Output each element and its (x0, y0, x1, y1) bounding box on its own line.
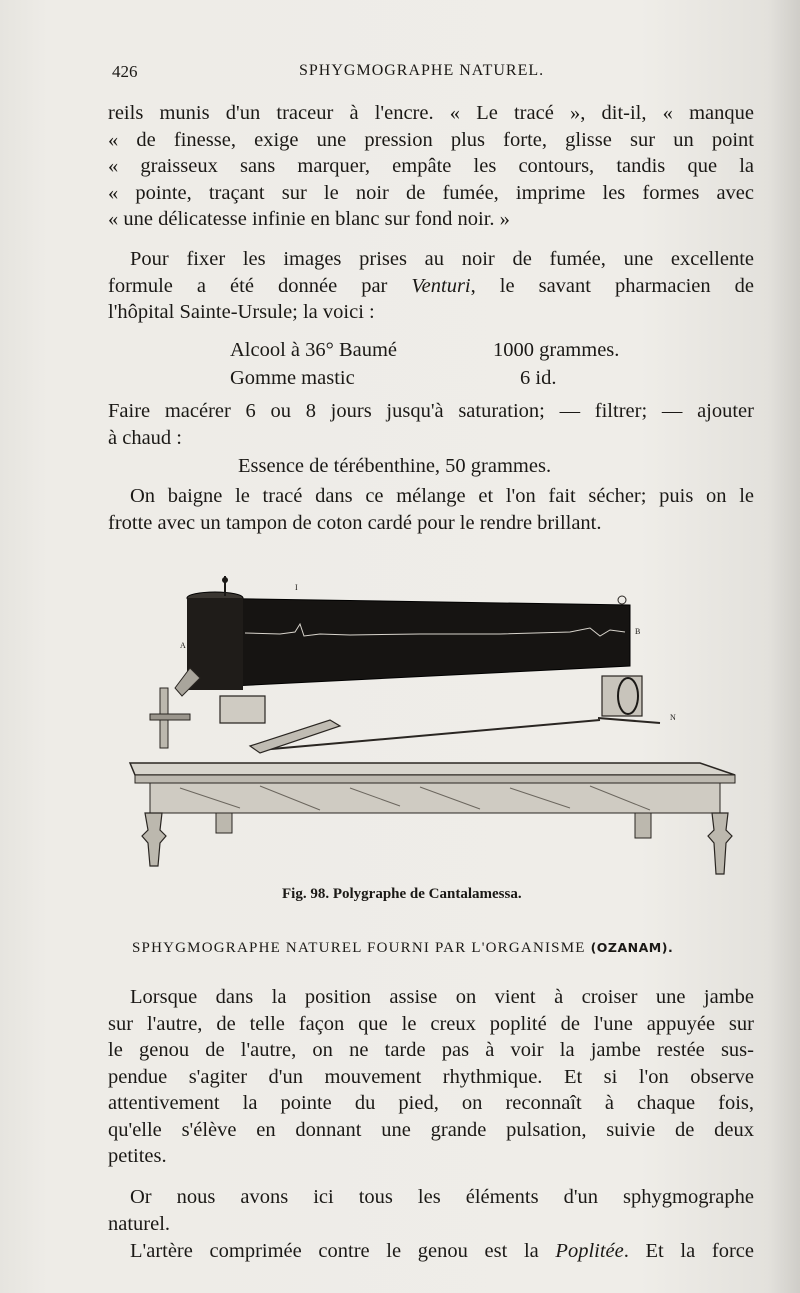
recipe-ingredient: Gomme mastic (230, 367, 355, 389)
text-line: Faire macérer 6 ou 8 jours jusqu'à saturation; — filtrer; — ajouter (108, 400, 754, 422)
recipe-quantity: 6 id. (520, 367, 557, 389)
text-line (108, 273, 754, 300)
table-edge (135, 775, 735, 783)
text-line: « de finesse, exige une pression plus forte, glisse sur un point (108, 128, 754, 151)
text-fragment: , le savant pharmacien de (470, 274, 754, 297)
recipe-quantity: 1000 grammes. (493, 339, 620, 361)
paragraph-elements (108, 1184, 754, 1237)
paragraph-finishing (108, 483, 754, 536)
text-line: naturel. (108, 1212, 171, 1235)
table-leg (635, 813, 651, 838)
figure-label-left: A (180, 641, 186, 650)
text-line: reils munis d'un traceur à l'encre. « Le tracé », dit-il, « manque (108, 102, 754, 124)
text-line: On baigne le tracé dans ce mélange et l'on fait sécher; puis on le (130, 485, 754, 507)
base-plate (250, 720, 340, 753)
text-line: à chaud : (108, 426, 182, 449)
running-title: SPHYGMOGRAPHE NATUREL. (299, 62, 545, 79)
text-line: l'hôpital Sainte-Ursule; la voici : (108, 301, 375, 323)
section-title: SPHYGMOGRAPHE NATUREL FOURNI PAR L'ORGANISME (132, 940, 586, 956)
text-line: pendue s'agiter d'un mouvement rhythmique. Et si l'on observe (108, 1065, 754, 1088)
text-fragment: L'artère comprimée contre le genou est la (130, 1240, 556, 1262)
table-leg (708, 813, 732, 874)
table-top (130, 763, 735, 775)
paragraph-quote (108, 100, 754, 233)
text-line: sur l'autre, de telle façon que le creux poplité de l'une appuyée sur (108, 1012, 754, 1035)
text-line (108, 1238, 754, 1265)
text-line: qu'elle s'élève en donnant une grande pulsation, suivie de deux (108, 1118, 754, 1141)
paragraph-natural-sphygmograph (108, 984, 754, 1170)
smoked-paper-band (192, 598, 630, 688)
text-line: « une délicatesse infinie en blanc sur fond noir. » (108, 208, 510, 230)
polygraph-illustration (120, 568, 740, 883)
text-line: Pour fixer les images prises au noir de fumée, une excellente (130, 248, 754, 270)
text-fragment: formule a été donnée par (108, 274, 412, 297)
text-line: « pointe, traçant sur le noir de fumée, imprime les formes avec (108, 181, 754, 204)
text-line: petites. (108, 1145, 167, 1167)
figure-label-front: N (670, 713, 676, 722)
text-fragment: . Et la force (623, 1240, 754, 1262)
section-author-tag: (OZANAM). (590, 940, 674, 955)
text-line: attentivement la pointe du pied, on reconnaît à chaque fois, (108, 1092, 754, 1114)
text-line: Lorsque dans la position assise on vient à croiser une jambe (130, 986, 754, 1008)
recipe-addition: Essence de térébenthine, 50 grammes. (238, 455, 552, 477)
tambour-box (220, 696, 265, 723)
table-leg (216, 813, 232, 833)
paragraph-venturi (108, 246, 754, 326)
table-leg (142, 813, 166, 866)
table-skirt (150, 783, 720, 813)
section-heading (132, 940, 673, 957)
recipe-ingredient: Alcool à 36° Baumé (230, 339, 398, 361)
page-number: 426 (112, 62, 138, 81)
text-line: frotte avec un tampon de coton cardé pour le rendre brillant. (108, 511, 602, 534)
figure-label-top: I (295, 583, 298, 592)
text-line: le genou de l'autre, on ne tarde pas à voir la jambe restée sus- (108, 1039, 754, 1061)
running-header (112, 62, 752, 86)
paragraph-instructions (108, 398, 754, 451)
artery-name: Poplitée (555, 1240, 624, 1262)
person-name: Venturi (411, 274, 471, 297)
text-line: « graisseux sans marquer, empâte les contours, tandis que la (108, 155, 754, 177)
figure-label-right: B (635, 627, 641, 636)
figure-caption: Fig. 98. Polygraphe de Cantalamessa. (282, 886, 522, 902)
paragraph-artery (108, 1238, 754, 1265)
text-line: Or nous avons ici tous les éléments d'un sphygmographe (130, 1186, 754, 1208)
